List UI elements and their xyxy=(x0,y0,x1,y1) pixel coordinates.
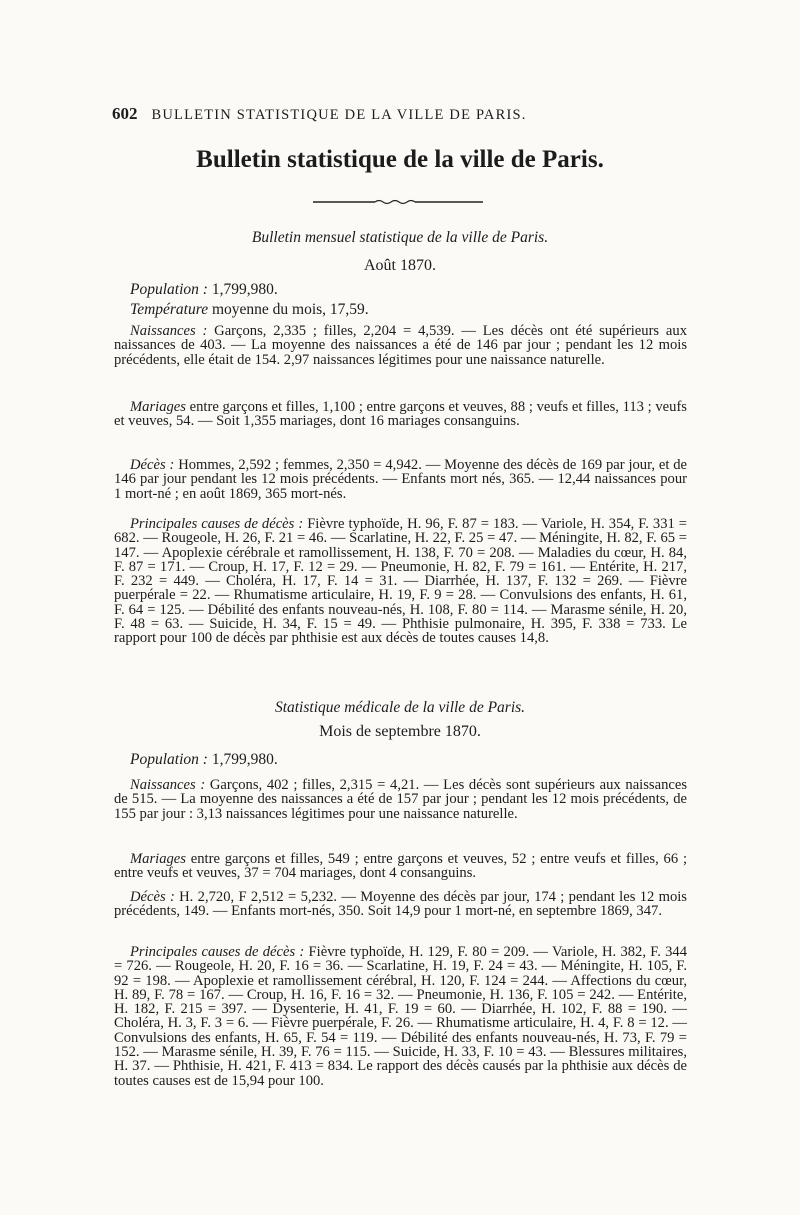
running-title: BULLETIN STATISTIQUE DE LA VILLE DE PARIS. xyxy=(151,107,527,123)
septembre-causes xyxy=(114,945,687,1088)
causes-text: Fièvre typhoïde, H. 129, F. 80 = 209. — Variole, H. 382, F. 344 = 726. — Rougeole, H. 20, F. 16 = 36. — Scarlatine, H. 19, F. 24 = 43. — Méningite, H. 105, F. 92 = 198. — Apoplexie et ramollissement cérébral, H. 120, F. 124 = 244. — Affections du cœur, H. 89, F. 78 = 167. — Croup, H. 16, F. 16 = 32. — Pneumonie, H. 136, F. 105 = 242. — Entérite, H. 182, F. 215 = 397. — Dysenterie, H. 41, F. 19 = 60. — Diarrhée, H. 102, F. 88 = 190. — Choléra, H. 3, F. 3 = 6. — Fièvre puerpérale, F. 26. — Rhumatisme articulaire, H. 4, F. 8 = 12. — Convulsions des enfants, H. 65, F. 54 = 119. — Débilité des enfants nouveau-nés, H. 73, F. 79 = 152. — Marasme sénile, H. 39, F. 76 = 115. — Suicide, H. 33, F. 10 = 43. — Blessures militaires, H. 37. — Phthisie, H. 421, F. 413 = 834. Le rapport des décès causés par la phthisie aux décès de toutes causes est de 15,94 pour 100. xyxy=(114,944,687,1089)
population-value: 1,799,980. xyxy=(207,751,278,768)
population-label: Population : xyxy=(130,751,208,768)
naissances-text: Garçons, 2,335 ; filles, 2,204 = 4,539. — Les décès ont été supérieurs aux naissances de 403. — La moyenne des naissances a été de 146 par jour ; pendant les 12 mois précédents, elle était de 154. 2,97 naissances légitimes pour une naissance naturelle. xyxy=(114,323,687,368)
aout-date: Août 1870. xyxy=(364,257,436,274)
aout-temperature xyxy=(130,301,690,319)
population-label: Population : xyxy=(130,281,208,298)
running-header xyxy=(112,104,712,124)
page-number: 602 xyxy=(112,104,138,123)
mariages-label: Mariages xyxy=(130,399,186,415)
page-title: Bulletin statistique de la ville de Paris. xyxy=(196,146,604,173)
aout-causes xyxy=(114,517,687,646)
septembre-deces xyxy=(114,890,687,919)
temperature-text: moyenne du mois, 17,59. xyxy=(208,301,369,318)
deces-label: Décès : xyxy=(130,889,175,905)
aout-naissances xyxy=(114,324,687,367)
septembre-naissances xyxy=(114,778,687,821)
deces-text: Hommes, 2,592 ; femmes, 2,350 = 4,942. — Moyenne des décès de 169 par jour, et de 146 par jour pendant les 12 mois précédents. — Enfants mort nés, 365. — 12,44 naissances pour 1 mort-né ; en août 1869, 365 mort-nés. xyxy=(114,457,687,502)
causes-text: Fièvre typhoïde, H. 96, F. 87 = 183. — Variole, H. 354, F. 331 = 682. — Rougeole, H. 26, F. 21 = 46. — Scarlatine, H. 22, F. 25 = 47. — Méningite, H. 82, F. 65 = 147. — Apoplexie cérébrale et ramollissement, H. 138, F. 70 = 208. — Maladies du cœur, H. 84, F. 87 = 171. — Croup, H. 17, F. 12 = 29. — Pneumonie, H. 82, F. 79 = 161. — Entérite, H. 217, F. 232 = 449. — Choléra, H. 17, F. 14 = 31. — Diarrhée, H. 137, F. 132 = 269. — Fièvre puerpérale = 22. — Rhumatisme articulaire, H. 19, F. 9 = 28. — Convulsions des enfants, H. 61, F. 64 = 125. — Débilité des enfants nouveau-nés, H. 108, F. 80 = 114. — Marasme sénile, H. 20, F. 48 = 63. — Suicide, H. 34, F. 15 = 49. — Phthisie pulmonaire, H. 395, F. 338 = 733. Le rapport pour 100 de décès par phthisie est aux décès de toutes causes 14,8. xyxy=(114,516,688,647)
septembre-mariages xyxy=(114,852,687,881)
ornamental-rule xyxy=(313,199,483,205)
aout-mariages xyxy=(114,400,687,429)
causes-label: Principales causes de décès : xyxy=(130,944,305,960)
naissances-text: Garçons, 402 ; filles, 2,315 = 4,21. — Les décès sont supérieurs aux naissances de 515. — La moyenne des naissances a été de 157 par jour ; pendant les 12 mois précédents, de 155 par jour : 3,13 naissances légitimes pour une naissance naturelle. xyxy=(114,777,687,822)
septembre-subtitle: Statistique médicale de la ville de Paris. xyxy=(274,699,526,716)
mariages-text: entre garçons et filles, 1,100 ; entre garçons et veuves, 88 ; veufs et filles, 113 ; veufs et veuves, 54. — Soit 1,355 mariages, dont 16 mariages consanguins. xyxy=(114,399,687,430)
aout-subtitle: Bulletin mensuel statistique de la ville de Paris. xyxy=(251,229,549,246)
naissances-label: Naissances : xyxy=(130,777,206,793)
septembre-population xyxy=(130,751,690,769)
aout-population xyxy=(130,281,690,299)
septembre-date: Mois de septembre 1870. xyxy=(319,723,481,740)
aout-deces xyxy=(114,458,687,501)
population-value: 1,799,980. xyxy=(207,281,278,298)
naissances-label: Naissances : xyxy=(130,323,208,339)
deces-label: Décès : xyxy=(130,457,175,473)
deces-text: H. 2,720, F 2,512 = 5,232. — Moyenne des décès par jour, 174 ; pendant les 12 mois précédents, 149. — Enfants mort-nés, 350. Soit 14,9 pour 1 mort-né, en septembre 1869, 347. xyxy=(114,889,687,920)
causes-label: Principales causes de décès : xyxy=(130,516,304,532)
temperature-label: Température xyxy=(130,301,209,318)
mariages-text: entre garçons et filles, 549 ; entre garçons et veuves, 52 ; entre veufs et filles, 66 ; entre veufs et veuves, 37 = 704 mariages, dont 4 consanguins. xyxy=(114,851,687,882)
mariages-label: Mariages xyxy=(130,851,186,867)
